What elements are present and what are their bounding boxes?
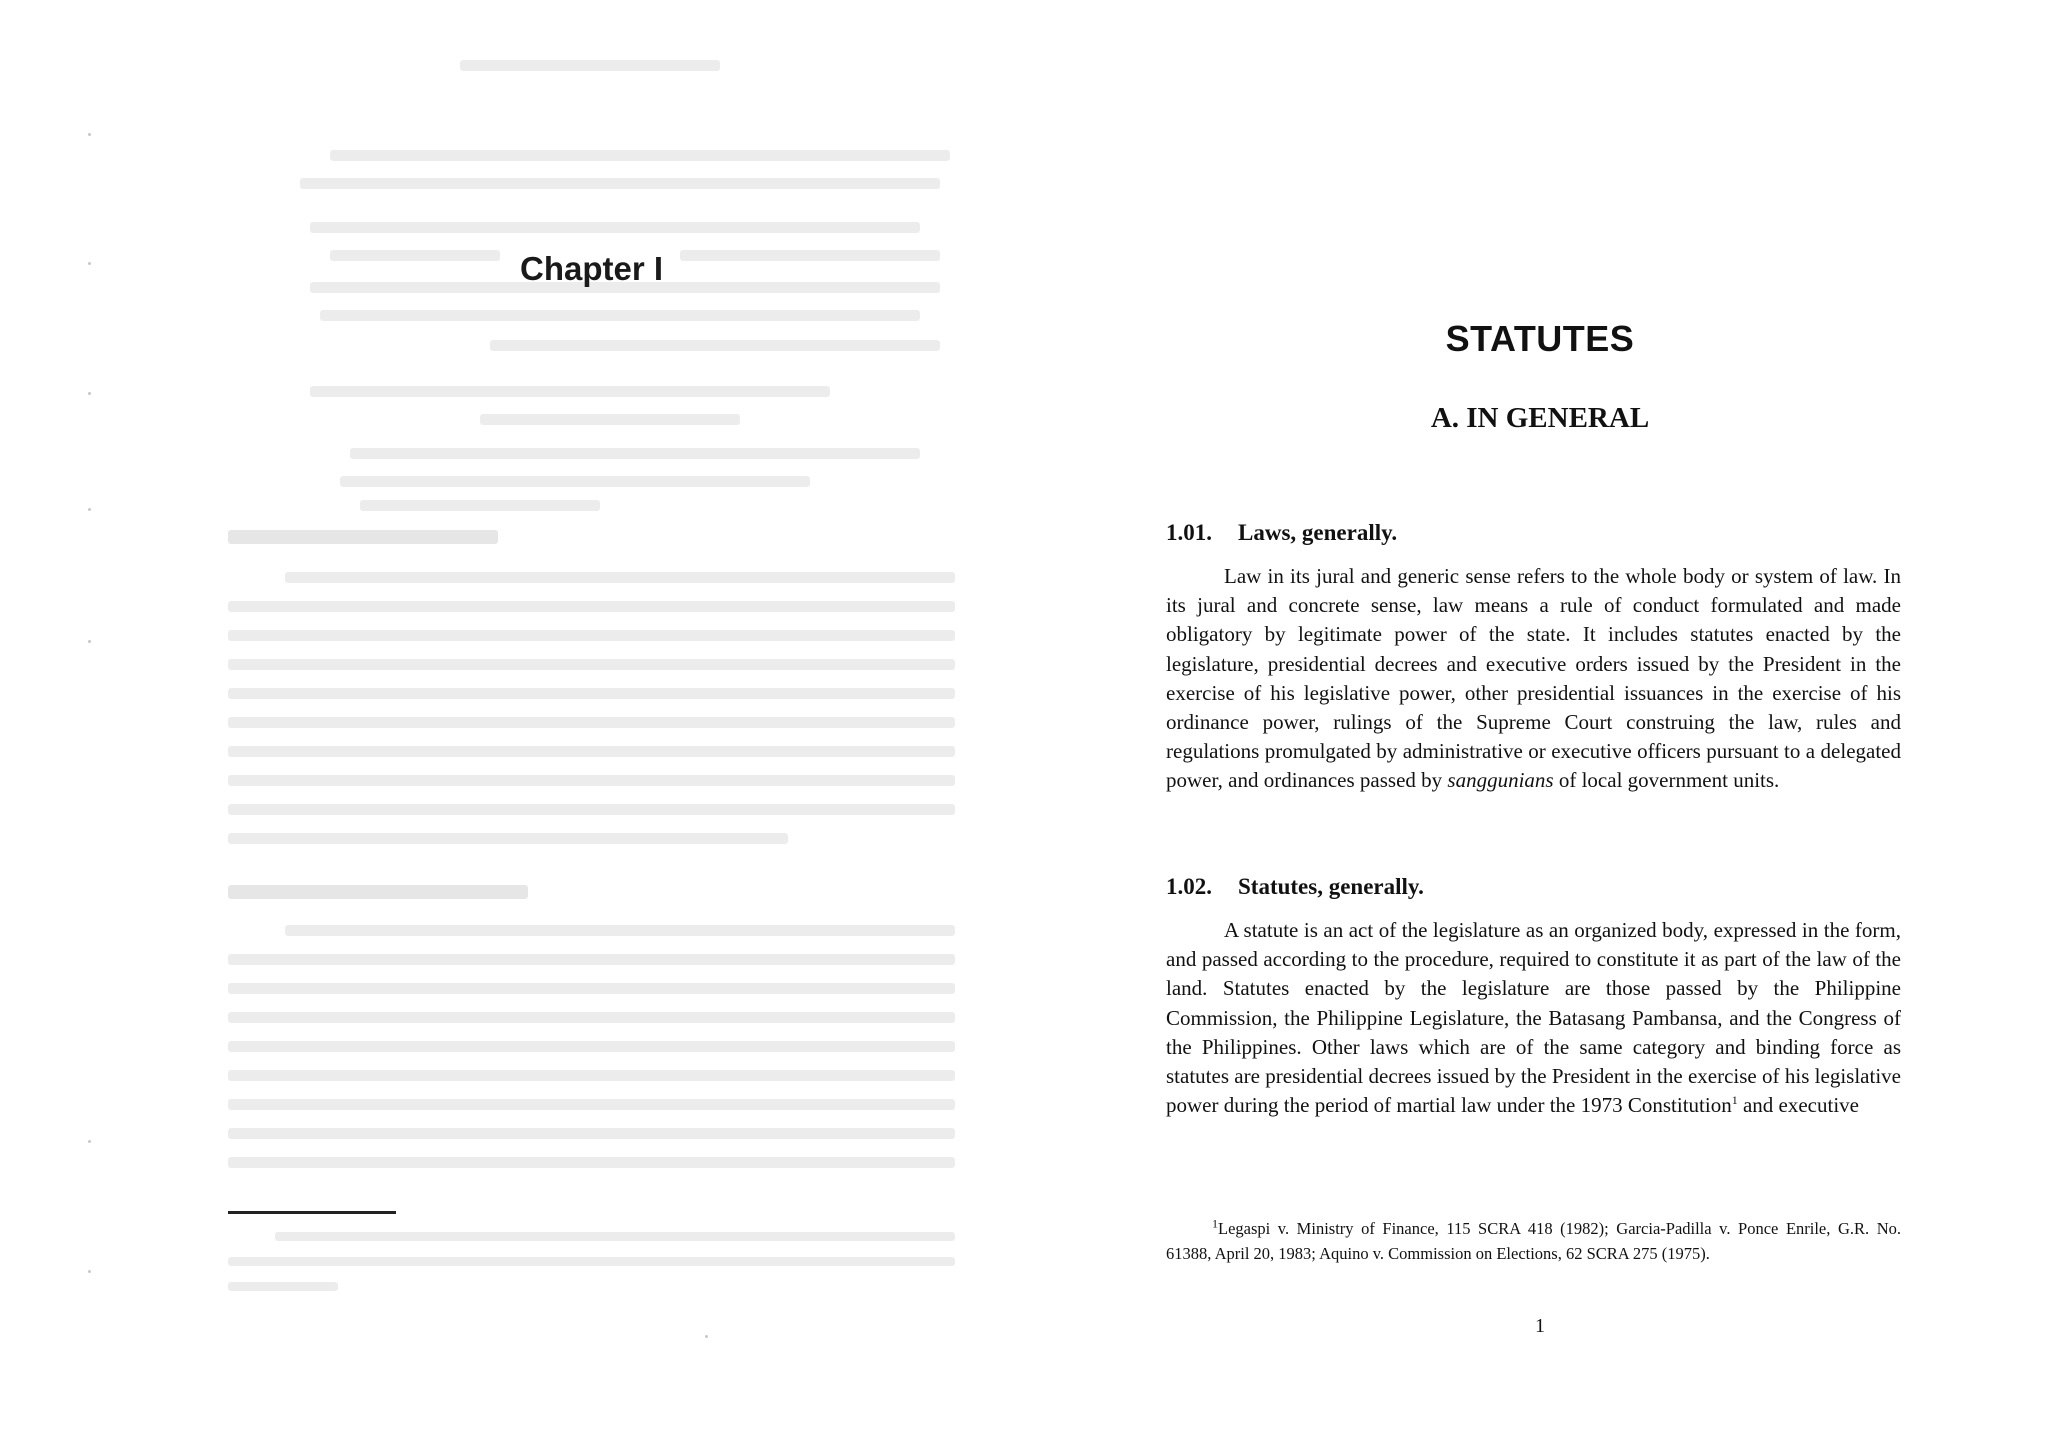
bleed-through-line — [320, 310, 920, 321]
chapter-label: Chapter I — [520, 250, 664, 287]
scan-speck — [88, 262, 91, 265]
bleed-through-line — [310, 386, 830, 397]
bleed-through-line — [480, 414, 740, 425]
bleed-through-line — [228, 1012, 955, 1023]
bleed-through-heading — [228, 885, 528, 899]
bleed-through-line — [310, 222, 920, 233]
italic-term: sanggunians — [1447, 768, 1554, 793]
bleed-through-line — [300, 178, 940, 189]
bleed-through-line — [360, 500, 600, 511]
bleed-through-line — [330, 250, 500, 261]
scan-speck — [88, 1270, 91, 1273]
bleed-through-line — [275, 1232, 955, 1241]
bleed-through-line — [330, 150, 950, 161]
section-paragraph-1-01 — [1166, 562, 1901, 796]
footnote-number: 1 — [1212, 1216, 1218, 1231]
bleed-through-line — [285, 925, 955, 936]
scan-speck — [88, 1140, 91, 1143]
bleed-through-line — [460, 60, 720, 71]
bleed-through-line — [340, 476, 810, 487]
bleed-through-line — [228, 746, 955, 757]
section-number: 1.02. — [1166, 874, 1212, 899]
section-paragraph-1-02 — [1166, 916, 1901, 1120]
footnote-text: Legaspi v. Ministry of Finance, 115 SCRA 418 (1982); Garcia-Padilla v. Ponce Enrile, G.R. No. 61388, April 20, 1983; Aquino v. Commission on Elections, 62 SCRA 275 (1975). — [1166, 1219, 1901, 1263]
footnote-marker: 1 — [1731, 1093, 1738, 1108]
paragraph-text: A statute is an act of the legislature as an organized body, expressed in the form, and passed according to the procedure, required to constitute it as part of the law of the land. Statutes enacted by the legislature are those passed by the Philippine Commission, the Philippine Legislature, the Batasang Pambansa, and the Congress of the Philippines. Other laws which are of the same category and binding force as statutes are presidential decrees issued by the President in the exercise of his legislative power during the period of martial law under the 1973 Constitution — [1166, 918, 1901, 1118]
scan-speck — [705, 1335, 708, 1338]
subsection-title: A. IN GENERAL — [1430, 402, 1650, 434]
bleed-through-line — [228, 630, 955, 641]
scan-speck — [88, 640, 91, 643]
bleed-through-line — [228, 601, 955, 612]
bleed-through-line — [228, 1128, 955, 1139]
bleed-through-line — [228, 775, 955, 786]
section-title: STATUTES — [1445, 318, 1635, 359]
bleed-through-line — [228, 983, 955, 994]
scan-speck — [88, 508, 91, 511]
bleed-through-line — [228, 1070, 955, 1081]
bleed-through-line — [228, 833, 788, 844]
bleed-through-line — [228, 717, 955, 728]
bleed-through-line — [228, 804, 955, 815]
section-number: 1.01. — [1166, 520, 1212, 545]
bleed-through-line — [490, 340, 940, 351]
page-number: 1 — [1535, 1315, 1545, 1337]
footnote — [1166, 1217, 1901, 1266]
bleed-through-line — [228, 1157, 955, 1168]
bleed-through-line — [228, 1099, 955, 1110]
bleed-through-line — [680, 250, 940, 261]
bleed-through-line — [350, 448, 920, 459]
bleed-through-line — [228, 1041, 955, 1052]
scan-speck — [88, 133, 91, 136]
section-heading-1-02 — [1166, 874, 1424, 900]
bleed-through-line — [228, 688, 955, 699]
footnote-rule — [228, 1211, 396, 1214]
bleed-through-line — [285, 572, 955, 583]
bleed-through-line — [228, 1257, 955, 1266]
section-heading-text: Statutes, generally. — [1238, 874, 1424, 899]
bleed-through-heading — [228, 530, 498, 544]
bleed-through-line — [228, 1282, 338, 1291]
paragraph-text: Law in its jural and generic sense refers to the whole body or system of law. In its jural and concrete sense, law means a rule of conduct formulated and made obligatory by legitimate power of the state. It includes statutes enacted by the legislature, presidential decrees and executive orders issued by the President in the exercise of his legislative power, other presidential issuances in the exercise of his ordinance power, rulings of the Supreme Court construing the law, rules and regulations promulgated by administrative or executive officers pursuant to a delegated power, and ordinances passed by — [1166, 564, 1901, 793]
scan-speck — [88, 392, 91, 395]
section-heading-1-01 — [1166, 520, 1397, 546]
bleed-through-line — [228, 954, 955, 965]
bleed-through-line — [228, 659, 955, 670]
paragraph-text-end: and executive — [1737, 1093, 1859, 1118]
paragraph-text-end: of local government units. — [1553, 768, 1780, 793]
section-heading-text: Laws, generally. — [1238, 520, 1398, 545]
